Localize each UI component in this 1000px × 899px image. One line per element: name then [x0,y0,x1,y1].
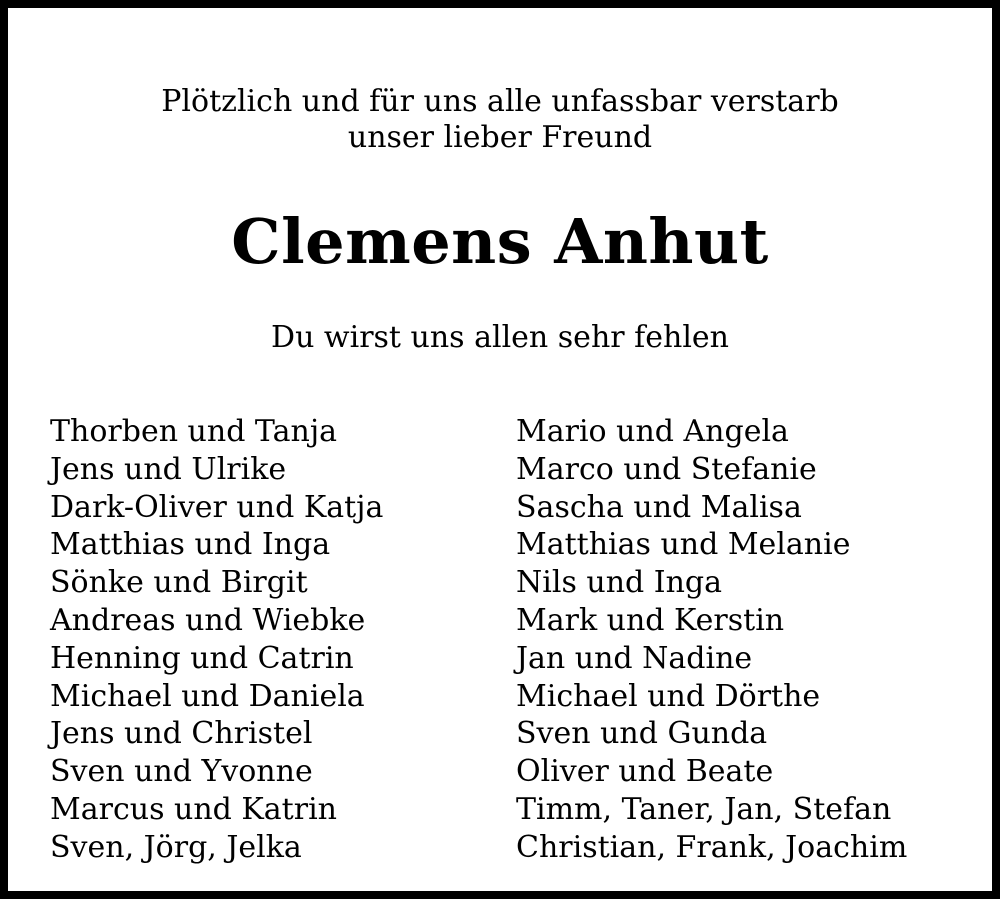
mourner-entry: Michael und Daniela [50,678,365,714]
mourner-entry: Henning und Catrin [50,640,354,676]
farewell-text: Du wirst uns allen sehr fehlen [271,320,729,355]
mourner-entry: Marco und Stefanie [516,451,817,487]
intro-text [8,84,992,156]
mourner-entry: Michael und Dörthe [516,678,821,714]
mourner-entry: Jens und Christel [50,716,313,752]
mourner-entry: Jens und Ulrike [50,451,287,487]
mourner-entry: Sven und Gunda [516,716,768,752]
mourners-left-column [50,413,383,867]
mourner-entry: Andreas und Wiebke [50,602,366,638]
intro-line-2: unser lieber Freund [347,120,653,155]
mourner-entry: Sven, Jörg, Jelka [50,829,302,865]
mourner-entry: Sönke und Birgit [50,565,308,601]
mourners-right-column [516,413,907,867]
mourner-entry: Thorben und Tanja [50,414,338,449]
mourner-entry: Timm, Taner, Jan, Stefan [516,791,892,827]
deceased-name: Clemens Anhut [231,205,769,278]
mourner-entry: Matthias und Melanie [516,527,851,563]
mourner-entry: Jan und Nadine [516,640,753,676]
intro-line-1: Plötzlich und für uns alle unfassbar verstarb [161,84,839,119]
mourner-entry: Mario und Angela [516,414,789,449]
mourner-entry: Nils und Inga [516,565,723,601]
mourner-entry: Dark-Oliver und Katja [50,489,384,525]
mourner-entry: Christian, Frank, Joachim [516,829,908,865]
mourner-entry: Matthias und Inga [50,527,331,563]
mourner-entry: Marcus und Katrin [50,791,337,827]
mourner-entry: Sascha und Malisa [516,489,802,525]
mourner-entry: Oliver und Beate [516,754,774,790]
mourner-entry: Sven und Yvonne [50,754,313,790]
mourner-entry: Mark und Kerstin [516,602,785,638]
